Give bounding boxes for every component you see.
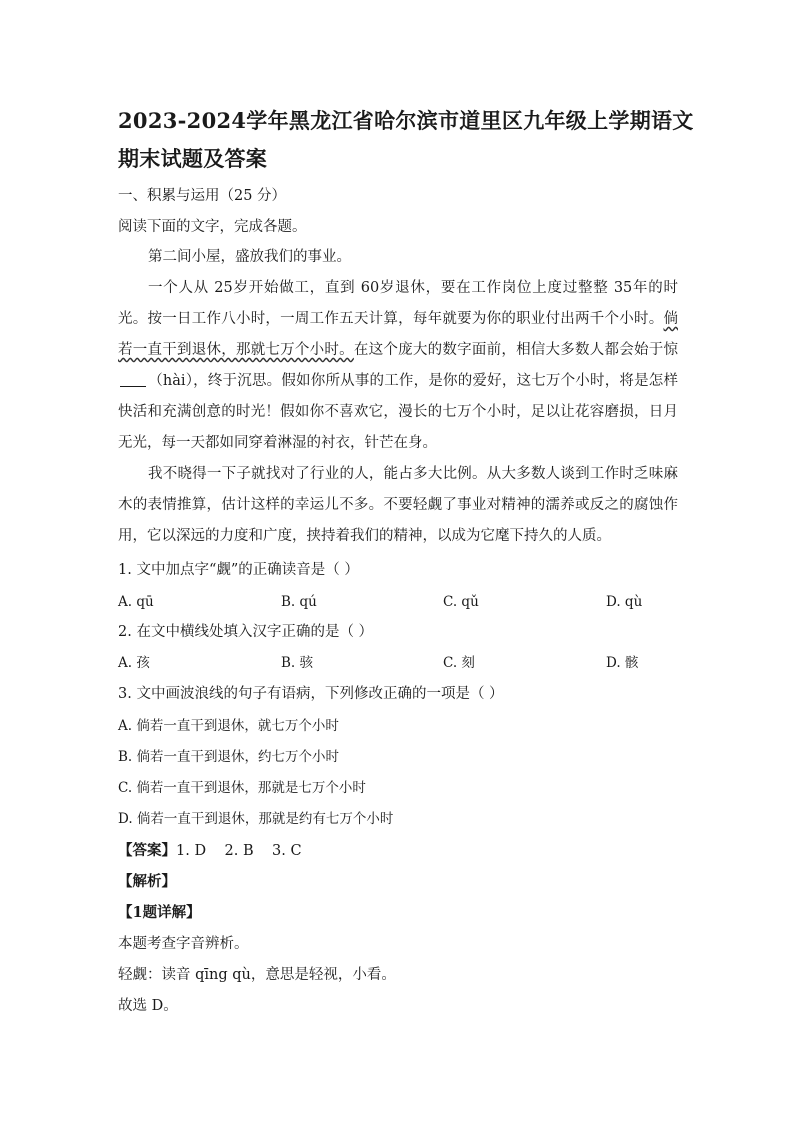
wavy-underlined-sentence: 倘若一直干到退休，那就七万个小时。 [118,311,678,358]
question-1-option-d: D. qù [606,594,643,610]
question-1-option-c: C. qǔ [443,594,479,610]
analysis-label: 【解析】 [118,873,176,890]
question-2-option-c: C. 刻 [443,655,475,671]
passage-p2-text-c: （hài），终于沉思。假如你所从事的工作，是你的爱好，这七万个小时，将是怎样快活和充满创意的时光！假如你不喜欢它，漫长的七万个小时，足以让花容磨损，日月无光，每一天都如同穿着淋湿的衬衣，针芒在身。 [118,373,678,451]
question-2-option-d: D. 骸 [606,655,639,671]
question-1-option-a: A. qū [118,594,154,610]
answer-line [118,841,302,861]
section-instruction: 阅读下面的文字，完成各题。 [118,219,307,235]
document-title-line-2: 期末试题及答案 [118,146,268,171]
question-3-option-a: A. 倘若一直干到退休，就七万个小时 [118,718,339,734]
question-3-option-b: B. 倘若一直干到退休，约七万个小时 [118,749,340,765]
question-1-option-b: B. qú [281,594,317,610]
question-3-option-d: D. 倘若一直干到退休，那就是约有七万个小时 [118,811,394,827]
analysis-line-3: 故选 D。 [118,998,178,1014]
fill-in-blank [120,372,146,387]
passage-paragraph-3: 我不晓得一下子就找对了行业的人，能占多大比例。从大多数人谈到工作时乏味麻木的表情推算，估计这样的幸运儿不多。不要轻觑了事业对精神的濡养或反之的腐蚀作用，它以深远的力度和广度，挟持着我们的精神，以成为它麾下持久的人质。 [118,466,678,544]
passage-p2-text-b: 在这个庞大的数字面前，相信大多数人都会始于惊 [353,342,678,358]
section-heading: 一、积累与运用（25 分） [118,188,287,204]
answer-text: 1. D 2. B 3. C [176,843,302,859]
question-3-stem: 3. 文中画波浪线的句子有语病，下列修改正确的一项是（ ） [118,686,504,702]
question-3-option-c: C. 倘若一直干到退休，那就是七万个小时 [118,780,366,796]
analysis-line-1: 本题考查字音辨析。 [118,936,249,952]
question-2-stem: 2. 在文中横线处填入汉字正确的是（ ） [118,624,374,640]
answer-label: 【答案】 [118,842,176,859]
analysis-detail-label: 【1题详解】 [118,904,201,921]
question-2-option-b: B. 骇 [281,655,314,671]
analysis-line-2: 轻觑：读音 qīng qù，意思是轻视，小看。 [118,967,396,983]
question-2-option-a: A. 孩 [118,655,150,671]
passage-paragraph-2 [118,273,678,459]
document-title-line-1: 2023-2024学年黑龙江省哈尔滨市道里区九年级上学期语文 [118,108,694,133]
passage-p2-text-a: 一个人从 25岁开始做工，直到 60岁退休，要在工作岗位上度过整整 35年的时光。按一日工作八小时，一周工作五天计算，每年就要为你的职业付出两千个小时。 [118,280,678,327]
passage-paragraph-1: 第二间小屋，盛放我们的事业。 [148,249,351,265]
question-1-stem: 1. 文中加点字“觑”的正确读音是（ ） [118,562,359,578]
